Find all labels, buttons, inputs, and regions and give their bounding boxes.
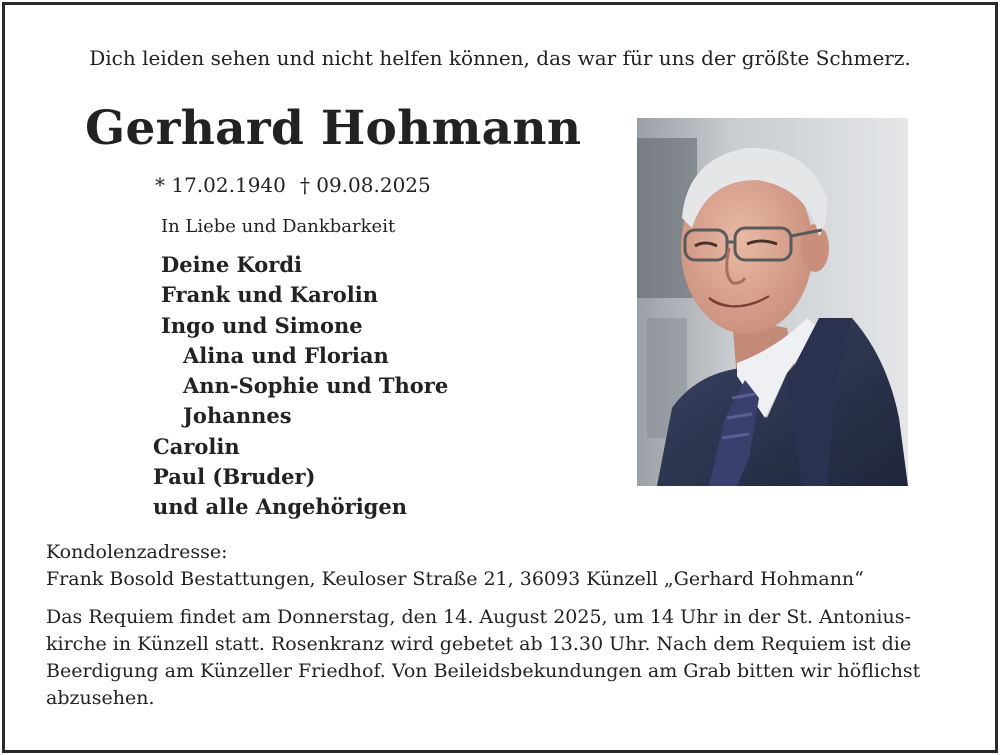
mourners-list — [153, 250, 448, 523]
thanks-line: In Liebe und Dankbarkeit — [161, 216, 396, 237]
mourner-item: Paul (Bruder) — [153, 464, 316, 490]
mourner-item: Frank und Karolin — [161, 282, 379, 308]
mourner-item: Carolin — [153, 433, 240, 459]
condolence-label: Kondolenzadresse: — [46, 541, 228, 563]
requiem-line: Das Requiem findet am Donnerstag, den 14. August 2025, um 14 Uhr in der St. Antonius- — [46, 606, 911, 628]
requiem-line: Beerdigung am Künzeller Friedhof. Von Beileidsbekundungen am Grab bitten wir höflichst — [46, 660, 921, 682]
mourner-item: Deine Kordi — [161, 252, 303, 277]
mourner-item: Ingo und Simone — [161, 312, 363, 338]
obituary-notice — [2, 2, 998, 753]
requiem-paragraph — [46, 604, 946, 712]
motto-quote: Dich leiden sehen und nicht helfen können, das war für uns der größte Schmerz. — [89, 46, 911, 70]
mourner-item: und alle Angehörigen — [153, 494, 407, 520]
mourner-item: Alina und Florian — [183, 342, 389, 368]
mourner-item: Ann-Sophie und Thore — [183, 373, 449, 399]
requiem-line: abzusehen. — [46, 687, 155, 709]
birth-date: * 17.02.1940 — [155, 173, 286, 197]
requiem-line: kirche in Künzell statt. Rosenkranz wird gebetet ab 13.30 Uhr. Nach dem Requiem ist die — [46, 633, 912, 655]
portrait-photo — [637, 118, 908, 486]
deceased-name: Gerhard Hohmann — [85, 101, 582, 156]
condolence-address: Frank Bosold Bestattungen, Keuloser Straße 21, 36093 Künzell „Gerhard Hohmann“ — [46, 568, 864, 590]
death-date: † 09.08.2025 — [299, 173, 431, 197]
mourner-item: Johannes — [183, 403, 292, 429]
life-dates — [155, 172, 431, 198]
